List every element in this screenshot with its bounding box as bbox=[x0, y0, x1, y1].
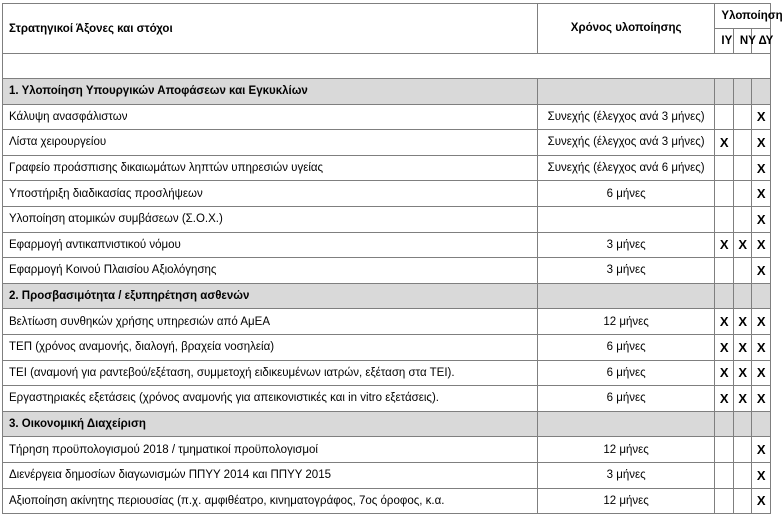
goal-cell: ΤΕΙ (αναμονή για ραντεβού/εξέταση, συμμετοχή ειδικευμένων ιατρών, εξέταση στα ΤΕΙ). bbox=[3, 360, 538, 386]
section-empty-cell bbox=[715, 411, 734, 437]
ny-mark bbox=[733, 206, 752, 232]
ny-mark bbox=[733, 488, 752, 514]
goal-cell: Τήρηση προϋπολογισμού 2018 / τμηματικοί προϋπολογισμοί bbox=[3, 437, 538, 463]
table-row bbox=[3, 155, 771, 181]
time-cell: 6 μήνες bbox=[537, 386, 715, 412]
blank-cell bbox=[3, 54, 771, 79]
dy-mark: X bbox=[752, 181, 771, 207]
table-row bbox=[3, 232, 771, 258]
section-empty-cell bbox=[733, 283, 752, 309]
iy-mark bbox=[715, 488, 734, 514]
dy-mark: X bbox=[752, 130, 771, 156]
time-cell: 3 μήνες bbox=[537, 232, 715, 258]
dy-mark: X bbox=[752, 488, 771, 514]
section-empty-cell bbox=[752, 411, 771, 437]
iy-mark bbox=[715, 155, 734, 181]
time-cell: 12 μήνες bbox=[537, 488, 715, 514]
ny-mark bbox=[733, 130, 752, 156]
iy-mark bbox=[715, 104, 734, 130]
goal-cell: Αξιοποίηση ακίνητης περιουσίας (π.χ. αμφιθέατρο, κινηματογράφος, 7ος όροφος, κ.α. bbox=[3, 488, 538, 514]
table-row bbox=[3, 130, 771, 156]
header-dy: ΔΥ bbox=[752, 29, 771, 54]
ny-mark bbox=[733, 258, 752, 284]
ny-mark bbox=[733, 462, 752, 488]
time-cell: 12 μήνες bbox=[537, 437, 715, 463]
ny-mark bbox=[733, 155, 752, 181]
goal-cell: Εφαρμογή Κοινού Πλαισίου Αξιολόγησης bbox=[3, 258, 538, 284]
iy-mark: X bbox=[715, 309, 734, 335]
dy-mark: X bbox=[752, 206, 771, 232]
header-ny: ΝΥ bbox=[733, 29, 752, 54]
dy-mark: X bbox=[752, 104, 771, 130]
goal-cell: Υποστήριξη διαδικασίας προσλήψεων bbox=[3, 181, 538, 207]
section-empty-cell bbox=[752, 79, 771, 105]
header-goals: Στρατηγικοί Άξονες και στόχοι bbox=[3, 4, 538, 54]
iy-mark: X bbox=[715, 334, 734, 360]
section-empty-cell bbox=[752, 283, 771, 309]
time-cell: 6 μήνες bbox=[537, 334, 715, 360]
time-cell: Συνεχής (έλεγχος ανά 3 μήνες) bbox=[537, 130, 715, 156]
iy-mark bbox=[715, 206, 734, 232]
dy-mark: X bbox=[752, 386, 771, 412]
dy-mark: X bbox=[752, 155, 771, 181]
time-cell bbox=[537, 206, 715, 232]
header-row bbox=[3, 4, 771, 29]
dy-mark: X bbox=[752, 232, 771, 258]
time-cell: 12 μήνες bbox=[537, 309, 715, 335]
goal-cell: Γραφείο προάσπισης δικαιωμάτων ληπτών υπηρεσιών υγείας bbox=[3, 155, 538, 181]
ny-mark bbox=[733, 104, 752, 130]
section-empty-cell bbox=[733, 411, 752, 437]
table-row bbox=[3, 462, 771, 488]
header-time: Χρόνος υλοποίησης bbox=[537, 4, 715, 54]
section-title: 1. Υλοποίηση Υπουργικών Αποφάσεων και Εγκυκλίων bbox=[3, 79, 538, 105]
time-cell: 3 μήνες bbox=[537, 462, 715, 488]
time-cell: 6 μήνες bbox=[537, 181, 715, 207]
goal-cell: ΤΕΠ (χρόνος αναμονής, διαλογή, βραχεία νοσηλεία) bbox=[3, 334, 538, 360]
section-row bbox=[3, 283, 771, 309]
section-empty-cell bbox=[537, 79, 715, 105]
ny-mark: X bbox=[733, 232, 752, 258]
section-empty-cell bbox=[715, 79, 734, 105]
blank-row bbox=[3, 54, 771, 79]
iy-mark bbox=[715, 437, 734, 463]
section-title: 3. Οικονομική Διαχείριση bbox=[3, 411, 538, 437]
table-row bbox=[3, 360, 771, 386]
dy-mark: X bbox=[752, 462, 771, 488]
goal-cell: Εργαστηριακές εξετάσεις (χρόνος αναμονής για απεικονιστικές και in vitro εξετάσεις). bbox=[3, 386, 538, 412]
ny-mark: X bbox=[733, 360, 752, 386]
dy-mark: X bbox=[752, 258, 771, 284]
dy-mark: X bbox=[752, 360, 771, 386]
dy-mark: X bbox=[752, 309, 771, 335]
iy-mark: X bbox=[715, 386, 734, 412]
table-row bbox=[3, 488, 771, 514]
iy-mark bbox=[715, 258, 734, 284]
table-row bbox=[3, 181, 771, 207]
goal-cell: Διενέργεια δημοσίων διαγωνισμών ΠΠΥΥ 2014 και ΠΠΥΥ 2015 bbox=[3, 462, 538, 488]
section-row bbox=[3, 79, 771, 105]
ny-mark bbox=[733, 437, 752, 463]
time-cell: Συνεχής (έλεγχος ανά 3 μήνες) bbox=[537, 104, 715, 130]
iy-mark: X bbox=[715, 360, 734, 386]
section-title: 2. Προσβασιμότητα / εξυπηρέτηση ασθενών bbox=[3, 283, 538, 309]
strategy-table bbox=[2, 3, 783, 514]
ny-mark: X bbox=[733, 334, 752, 360]
iy-mark: X bbox=[715, 130, 734, 156]
table-row bbox=[3, 206, 771, 232]
header-iy: ΙΥ bbox=[715, 29, 734, 54]
table-row bbox=[3, 309, 771, 335]
goal-cell: Υλοποίηση ατομικών συμβάσεων (Σ.Ο.Χ.) bbox=[3, 206, 538, 232]
table-row bbox=[3, 334, 771, 360]
section-empty-cell bbox=[733, 79, 752, 105]
section-row bbox=[3, 411, 771, 437]
table-row bbox=[3, 258, 771, 284]
ny-mark: X bbox=[733, 309, 752, 335]
dy-mark: X bbox=[752, 334, 771, 360]
iy-mark bbox=[715, 462, 734, 488]
ny-mark bbox=[733, 181, 752, 207]
section-empty-cell bbox=[537, 283, 715, 309]
goal-cell: Εφαρμογή αντικαπνιστικού νόμου bbox=[3, 232, 538, 258]
goal-cell: Κάλυψη ανασφάλιστων bbox=[3, 104, 538, 130]
goal-cell: Λίστα χειρουργείου bbox=[3, 130, 538, 156]
table-row bbox=[3, 104, 771, 130]
time-cell: 3 μήνες bbox=[537, 258, 715, 284]
iy-mark: X bbox=[715, 232, 734, 258]
table-row bbox=[3, 437, 771, 463]
table-row bbox=[3, 386, 771, 412]
time-cell: Συνεχής (έλεγχος ανά 6 μήνες) bbox=[537, 155, 715, 181]
ny-mark: X bbox=[733, 386, 752, 412]
header-implementation: Υλοποίηση bbox=[715, 4, 771, 29]
iy-mark bbox=[715, 181, 734, 207]
dy-mark: X bbox=[752, 437, 771, 463]
section-empty-cell bbox=[537, 411, 715, 437]
goal-cell: Βελτίωση συνθηκών χρήσης υπηρεσιών από ΑμΕΑ bbox=[3, 309, 538, 335]
section-empty-cell bbox=[715, 283, 734, 309]
time-cell: 6 μήνες bbox=[537, 360, 715, 386]
